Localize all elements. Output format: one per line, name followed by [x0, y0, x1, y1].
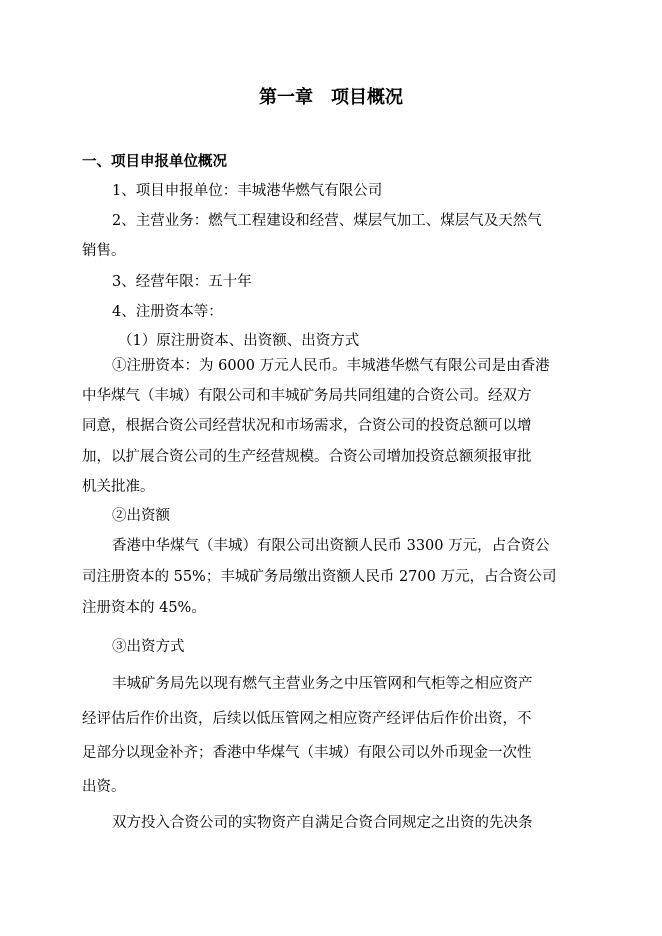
paragraph-capital-line-3: 同意，根据合资公司经营状况和市场需求，合资公司的投资总额可以增 [82, 418, 532, 434]
item-main-business: 2、主营业务：燃气工程建设和经营、煤层气加工、煤层气及天然气 [112, 213, 542, 229]
item-operating-period: 3、经营年限：五十年 [112, 274, 252, 290]
paragraph-amount-line-3: 注册资本的 45%。 [82, 600, 206, 616]
paragraph-capital-line-4: 加，以扩展合资公司的生产经营规模。合资公司增加投资总额须报审批 [82, 449, 532, 465]
paragraph-capital-line-2: 中华煤气（丰城）有限公司和丰城矿务局共同组建的合资公司。经双方 [82, 388, 532, 404]
paragraph-method-line-2: 经评估后作价出资，后续以低压管网之相应资产经评估后作价出资，不 [82, 711, 532, 727]
chapter-title: 第一章 项目概况 [259, 87, 403, 108]
section-heading: 一、项目申报单位概况 [82, 154, 227, 170]
item-registered-capital: 4、注册资本等： [112, 304, 223, 320]
item-main-business-cont: 销售。 [82, 243, 126, 259]
paragraph-amount-line-1: 香港中华煤气（丰城）有限公司出资额人民币 3300 万元，占合资公 [112, 538, 550, 554]
paragraph-amount-line-2: 司注册资本的 55%；丰城矿务局缴出资额人民币 2700 万元，占合资公司 [82, 569, 557, 585]
item-applicant: 1、项目申报单位：丰城港华燃气有限公司 [112, 183, 383, 199]
paragraph-method-line-4: 出资。 [82, 779, 126, 795]
heading-contribution-amount: ②出资额 [112, 508, 170, 524]
paragraph-method-line-3: 足部分以现金补齐；香港中华煤气（丰城）有限公司以外币现金一次性 [82, 745, 532, 761]
paragraph-assets-line-1: 双方投入合资公司的实物资产自满足合资合同规定之出资的先决条 [112, 815, 533, 831]
subitem-original-capital: （1）原注册资本、出资额、出资方式 [118, 333, 360, 349]
paragraph-capital-line-1: ①注册资本：为 6000 万元人民币。丰城港华燃气有限公司是由香港 [112, 358, 550, 374]
paragraph-capital-line-5: 机关批准。 [82, 479, 155, 495]
heading-contribution-method: ③出资方式 [112, 639, 185, 655]
paragraph-method-line-1: 丰城矿务局先以现有燃气主营业务之中压管网和气柜等之相应资产 [112, 676, 533, 692]
